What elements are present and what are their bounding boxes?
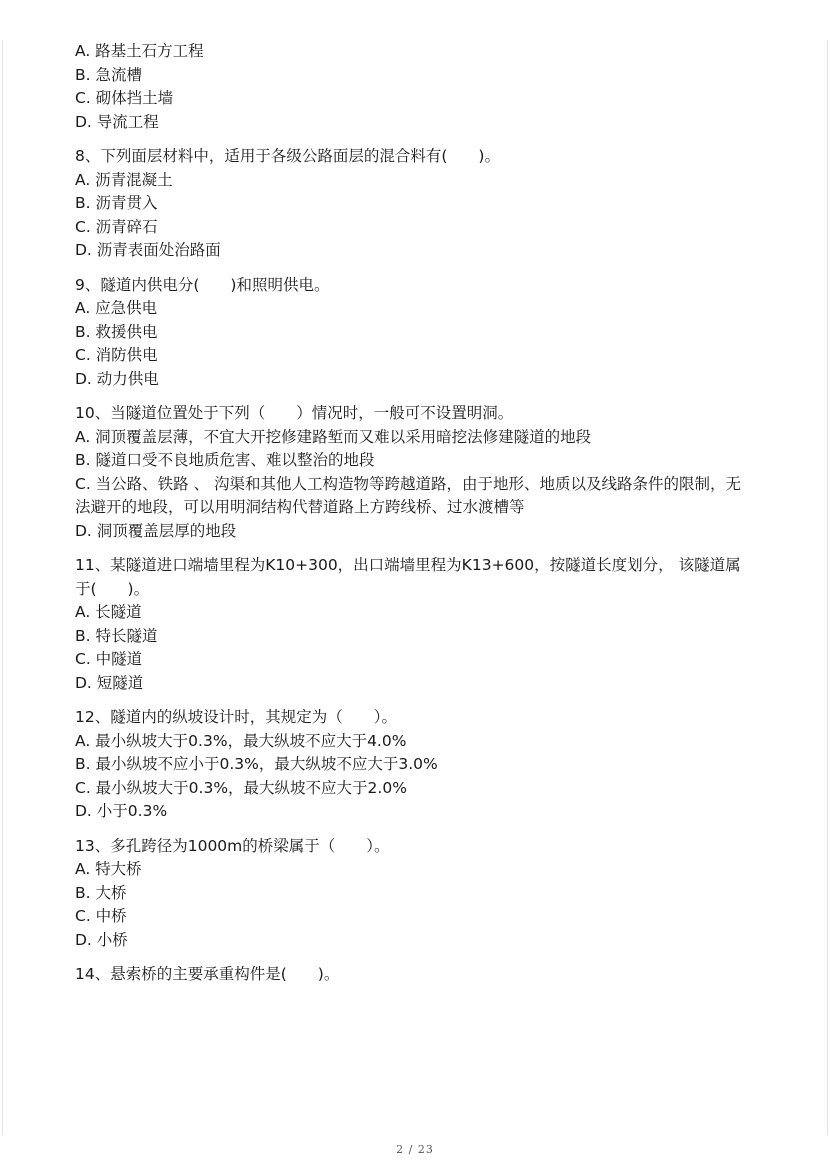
question-text: 11、某隧道进口端墙里程为K10+300，出口端墙里程为K13+600，按隧道长度划分， 该隧道属于( )。 (75, 556, 741, 598)
question-block (75, 835, 755, 953)
option-d: D. 动力供电 (75, 369, 159, 388)
option-c: C. 中隧道 (75, 650, 143, 668)
option-c: C. 中桥 (75, 907, 127, 925)
option-a: A. 最小纵坡大于0.3%，最大纵坡不应大于4.0% (75, 731, 407, 750)
question-text: 12、隧道内的纵坡设计时，其规定为（ ）。 (75, 708, 397, 726)
option-a: A. 洞顶覆盖层薄，不宜大开挖修建路堑而又难以采用暗挖法修建隧道的地段 (75, 427, 592, 446)
question-text: 8、下列面层材料中，适用于各级公路面层的混合料有( )。 (75, 147, 500, 165)
option-b: B. 沥青贯入 (75, 194, 158, 212)
question-text: 9、隧道内供电分( )和照明供电。 (75, 275, 330, 294)
page-indicator: 2 / 23 (396, 1143, 434, 1156)
option-c: C. 沥青碎石 (75, 217, 158, 236)
option-a: A. 路基土石方工程 (75, 42, 204, 60)
question-block (75, 274, 755, 392)
option-a: A. 沥青混凝土 (75, 170, 173, 189)
question-block (75, 145, 755, 263)
question-text: 10、当隧道位置处于下列（ ）情况时，一般可不设置明洞。 (75, 404, 514, 422)
option-d: D. 沥青表面处治路面 (75, 241, 221, 259)
question-block (75, 40, 755, 134)
option-c: C. 消防供电 (75, 346, 158, 364)
question-block (75, 706, 755, 824)
option-d: D. 导流工程 (75, 112, 159, 131)
option-b: B. 急流槽 (75, 65, 142, 84)
option-b: B. 最小纵坡不应小于0.3%，最大纵坡不应大于3.0% (75, 755, 438, 773)
option-d: D. 小桥 (75, 930, 128, 949)
option-d: D. 短隧道 (75, 673, 144, 692)
option-c: C. 最小纵坡大于0.3%，最大纵坡不应大于2.0% (75, 778, 407, 797)
question-text: 13、多孔跨径为1000m的桥梁属于（ ）。 (75, 836, 390, 855)
option-d: D. 洞顶覆盖层厚的地段 (75, 521, 237, 540)
option-c: C. 砌体挡土墙 (75, 89, 174, 107)
question-text: 14、悬索桥的主要承重构件是( )。 (75, 965, 340, 983)
option-b: B. 特长隧道 (75, 626, 158, 645)
option-b: B. 救援供电 (75, 322, 158, 341)
question-block (75, 963, 755, 987)
option-b: B. 大桥 (75, 883, 127, 902)
option-a: A. 应急供电 (75, 299, 158, 317)
page-left-border (2, 40, 3, 1135)
question-block (75, 402, 755, 543)
option-d: D. 小于0.3% (75, 802, 168, 820)
question-list (75, 40, 755, 998)
option-a: A. 长隧道 (75, 603, 142, 621)
option-b: B. 隧道口受不良地质危害、难以整治的地段 (75, 451, 375, 469)
page-right-border (827, 40, 828, 1135)
question-block (75, 554, 755, 695)
option-a: A. 特大桥 (75, 860, 142, 878)
option-c: C. 当公路、铁路 、 沟渠和其他人工构造物等跨越道路，由于地形、地质以及线路条件的限制，无法避开的地段，可以用明洞结构代替道路上方跨线桥、过水渡槽等 (75, 474, 742, 516)
